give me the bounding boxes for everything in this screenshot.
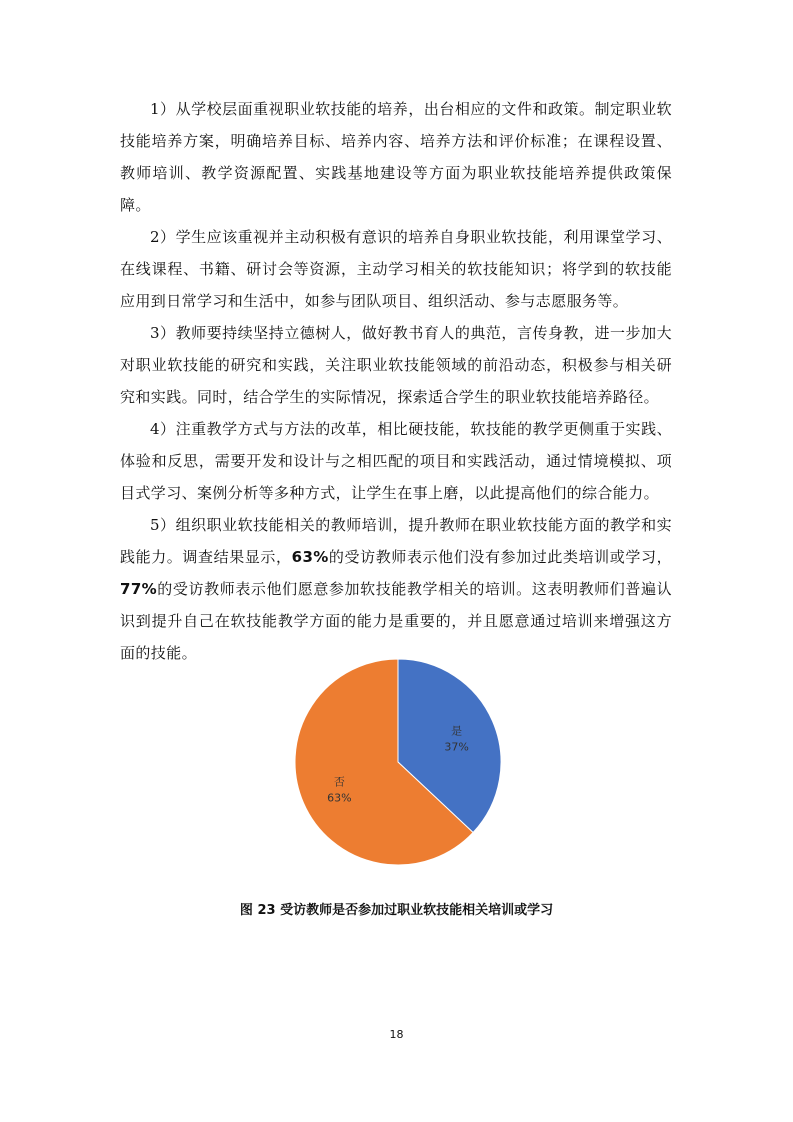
pie-chart	[280, 650, 520, 880]
figure-caption: 图 23 受访教师是否参加过职业软技能相关培训或学习	[239, 903, 554, 918]
paragraph-1: 1）从学校层面重视职业软技能的培养，出台相应的文件和政策。制定职业软技能培养方案，明确培养目标、培养内容、培养方法和评价标准；在课程设置、教师培训、教学资源配置、实践基地建设等方面为职业软技能培养提供政策保障。	[120, 100, 672, 214]
paragraph-5-middle: 的受访教师表示他们没有参加过此类培训或学习，	[328, 548, 672, 566]
stat-77-percent: 77%	[120, 580, 158, 598]
paragraph-3: 3）教师要持续坚持立德树人，做好教书育人的典范，言传身教，进一步加大对职业软技能的研究和实践，关注职业软技能领域的前沿动态，积极参与相关研究和实践。同时，结合学生的实际情况，探索适合学生的职业软技能培养路径。	[120, 324, 672, 406]
paragraph-2: 2）学生应该重视并主动积极有意识的培养自身职业软技能，利用课堂学习、在线课程、书籍、研讨会等资源，主动学习相关的软技能知识；将学到的软技能应用到日常学习和生活中，如参与团队项目、组织活动、参与志愿服务等。	[120, 228, 672, 310]
paragraph-5-lead: 5）组织职业软技能相关的教师培训，提升教师在职业软技能方面的教学和实践能力。调查结果显示，	[120, 516, 672, 566]
paragraph-4: 4）注重教学方式与方法的改革，相比硬技能，软技能的教学更侧重于实践、体验和反思，需要开发和设计与之相匹配的项目和实践活动，通过情境模拟、项目式学习、案例分析等多种方式，让学生在事上磨，以此提高他们的综合能力。	[120, 420, 672, 502]
stat-63-percent: 63%	[291, 548, 329, 566]
pie-slice-value-0: 37%	[444, 740, 469, 754]
pie-slice-label-1: 否	[333, 775, 345, 789]
paragraph-5-tail: 的受访教师表示他们愿意参加软技能教学相关的培训。这表明教师们普遍认识到提升自己在软技能教学方面的能力是重要的，并且愿意通过培训来增强这方面的技能。	[120, 580, 672, 662]
body-text	[120, 93, 672, 669]
page-number: 18	[389, 1028, 404, 1041]
pie-slice-value-1: 63%	[327, 791, 352, 805]
paragraph-5	[120, 509, 672, 669]
pie-slice-label-0: 是	[451, 724, 463, 738]
